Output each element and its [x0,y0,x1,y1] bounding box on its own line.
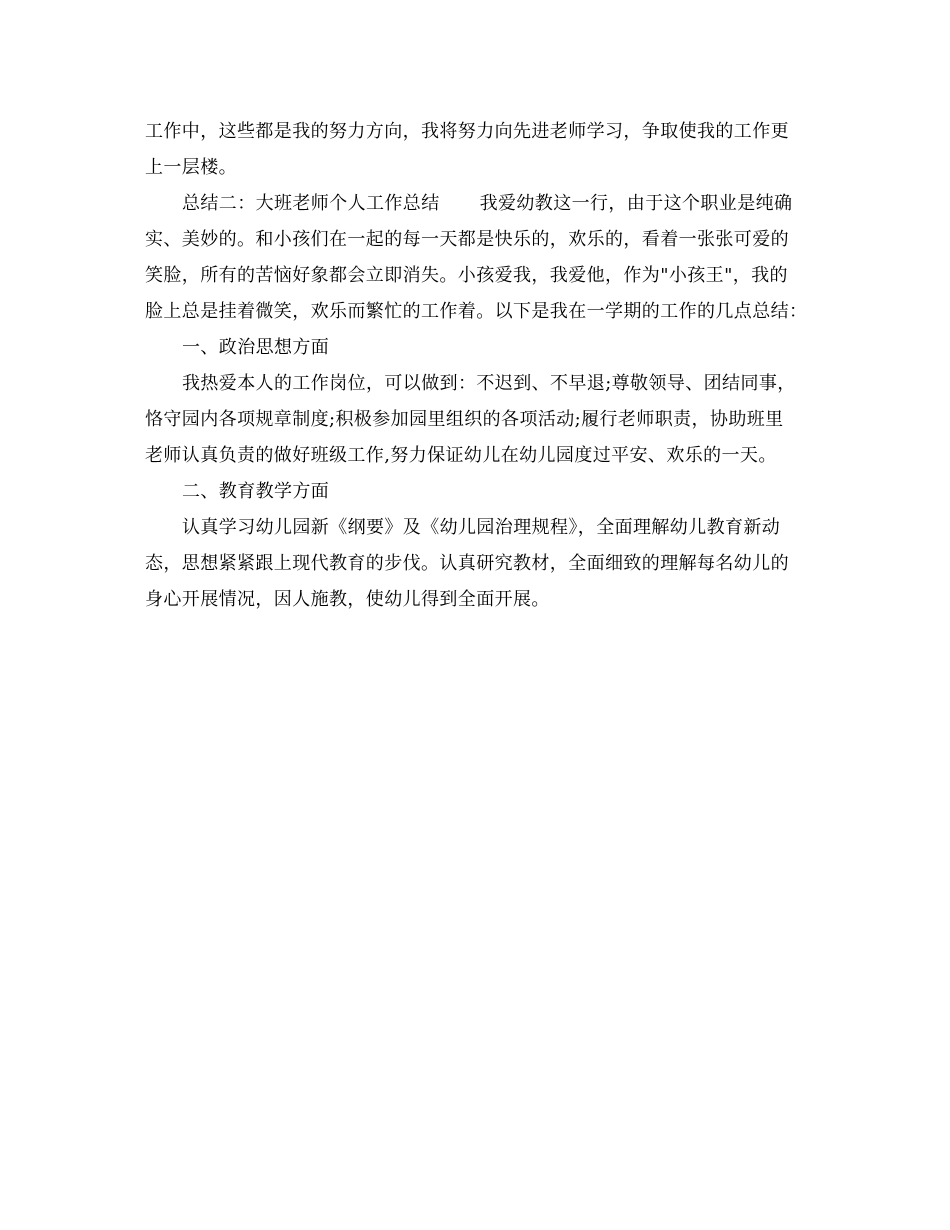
section-heading-teaching: 二、教育教学方面 [182,481,330,502]
paragraph-line: 认真学习幼儿园新《纲要》及《幼儿园治理规程》，全面理解幼儿教育新动 [182,517,781,538]
paragraph-line: 恪守园内各项规章制度;积极参加园里组织的各项活动;履行老师职责，协助班里 [145,409,784,430]
document-body [145,114,810,618]
paragraph-line: 我热爱本人的工作岗位，可以做到：不迟到、不早退;尊敬领导、团结同事， [182,373,796,394]
section-heading-politics: 一、政治思想方面 [182,337,330,358]
paragraph-line: 身心开展情况，因人施教，使幼儿得到全面开展。 [145,589,550,610]
paragraph-line: 老师认真负责的做好班级工作,努力保证幼儿在幼儿园度过平安、欢乐的一天。 [145,445,777,466]
summary-heading-line [145,186,810,222]
paragraph-line: 实、美妙的。和小孩们在一起的每一天都是快乐的，欢乐的，看着一张张可爱的 [145,229,789,250]
paragraph-line: 态，思想紧紧跟上现代教育的步伐。认真研究教材，全面细致的理解每名幼儿的 [145,553,789,574]
paragraph-line: 上一层楼。 [145,157,237,178]
paragraph-start: 我爱幼教这一行，由于这个职业是纯确 [479,193,793,214]
summary-title: 总结二：大班老师个人工作总结 [182,193,440,214]
paragraph-line: 工作中，这些都是我的努力方向，我将努力向先进老师学习，争取使我的工作更 [145,121,789,142]
paragraph-line: 脸上总是挂着微笑，欢乐而繁忙的工作着。以下是我在一学期的工作的几点总结： [145,301,808,322]
paragraph-line: 笑脸，所有的苦恼好象都会立即消失。小孩爱我，我爱他，作为"小孩王"，我的 [145,265,788,286]
